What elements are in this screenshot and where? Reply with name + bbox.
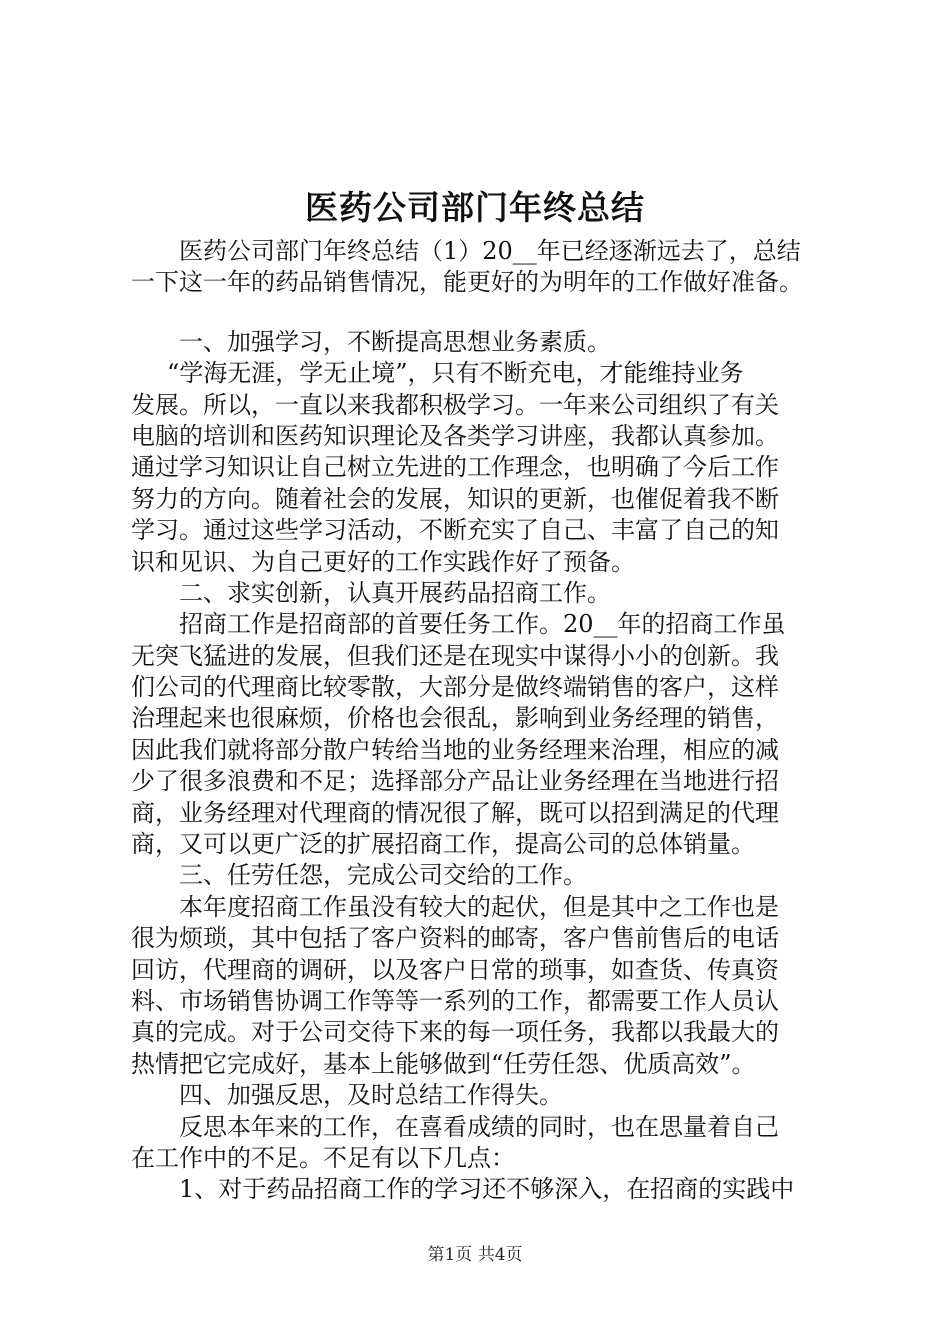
text-line: 在工作中的不足。不足有以下几点： xyxy=(131,1143,515,1172)
document-title: 医药公司部门年终总结 xyxy=(305,188,645,227)
text-line: 很为烦琐，其中包括了客户资料的邮寄，客户售前售后的电话 xyxy=(131,924,779,953)
text-line: 料、市场销售协调工作等等一系列的工作，都需要工作人员认 xyxy=(131,986,779,1015)
text-line: 治理起来也很麻烦，价格也会很乱，影响到业务经理的销售， xyxy=(131,704,779,733)
text-line: 少了很多浪费和不足；选择部分产品让业务经理在当地进行招 xyxy=(131,767,779,796)
text-line: 发展。所以，一直以来我都积极学习。一年来公司组织了有关 xyxy=(131,390,779,419)
text-line: 医药公司部门年终总结（1）20__年已经逐渐远去了，总结 xyxy=(179,237,801,265)
text-line: 商，又可以更广泛的扩展招商工作，提高公司的总体销量。 xyxy=(131,830,755,859)
page-number-footer: 第1页 共4页 xyxy=(427,1245,523,1265)
text-line: 学习。通过这些学习活动，不断充实了自己、丰富了自己的知 xyxy=(131,516,779,545)
text-line: 电脑的培训和医药知识理论及各类学习讲座，我都认真参加。 xyxy=(131,421,779,450)
section-heading: 一、加强学习，不断提高思想业务素质。 xyxy=(179,327,611,356)
section-heading: 四、加强反思，及时总结工作得失。 xyxy=(179,1081,563,1110)
section-heading: 二、求实创新，认真开展药品招商工作。 xyxy=(179,578,611,607)
text-line: 招商工作是招商部的首要任务工作。20__年的招商工作虽 xyxy=(179,610,786,639)
text-line: 无突飞猛进的发展，但我们还是在现实中谋得小小的创新。我 xyxy=(131,641,779,670)
text-line: 一下这一年的药品销售情况，能更好的为明年的工作做好准备。 xyxy=(131,268,803,297)
text-line: 商，业务经理对代理商的情况很了解，既可以招到满足的代理 xyxy=(131,798,779,827)
document-body xyxy=(131,236,831,1206)
text-line: 识和见识、为自己更好的工作实践作好了预备。 xyxy=(131,547,635,576)
text-line: 1、对于药品招商工作的学习还不够深入，在招商的实践中 xyxy=(179,1175,795,1204)
text-line: “学海无涯，学无止境”，只有不断充电，才能维持业务 xyxy=(167,359,744,388)
text-line: 本年度招商工作虽没有较大的起伏，但是其中之工作也是 xyxy=(179,892,779,921)
section-heading: 三、任劳任怨，完成公司交给的工作。 xyxy=(179,861,587,890)
text-line: 因此我们就将部分散户转给当地的业务经理来治理，相应的减 xyxy=(131,735,779,764)
text-line: 反思本年来的工作，在喜看成绩的同时，也在思量着自己 xyxy=(179,1112,779,1141)
text-line: 热情把它完成好，基本上能够做到“任劳任怨、优质高效”。 xyxy=(131,1049,756,1078)
text-line: 通过学习知识让自己树立先进的工作理念，也明确了今后工作 xyxy=(131,453,779,482)
text-line: 真的完成。对于公司交待下来的每一项任务，我都以我最大的 xyxy=(131,1018,779,1047)
text-line: 回访，代理商的调研，以及客户日常的琐事，如查货、传真资 xyxy=(131,955,779,984)
text-line: 们公司的代理商比较零散，大部分是做终端销售的客户，这样 xyxy=(131,673,779,702)
text-line: 努力的方向。随着社会的发展，知识的更新，也催促着我不断 xyxy=(131,484,779,513)
